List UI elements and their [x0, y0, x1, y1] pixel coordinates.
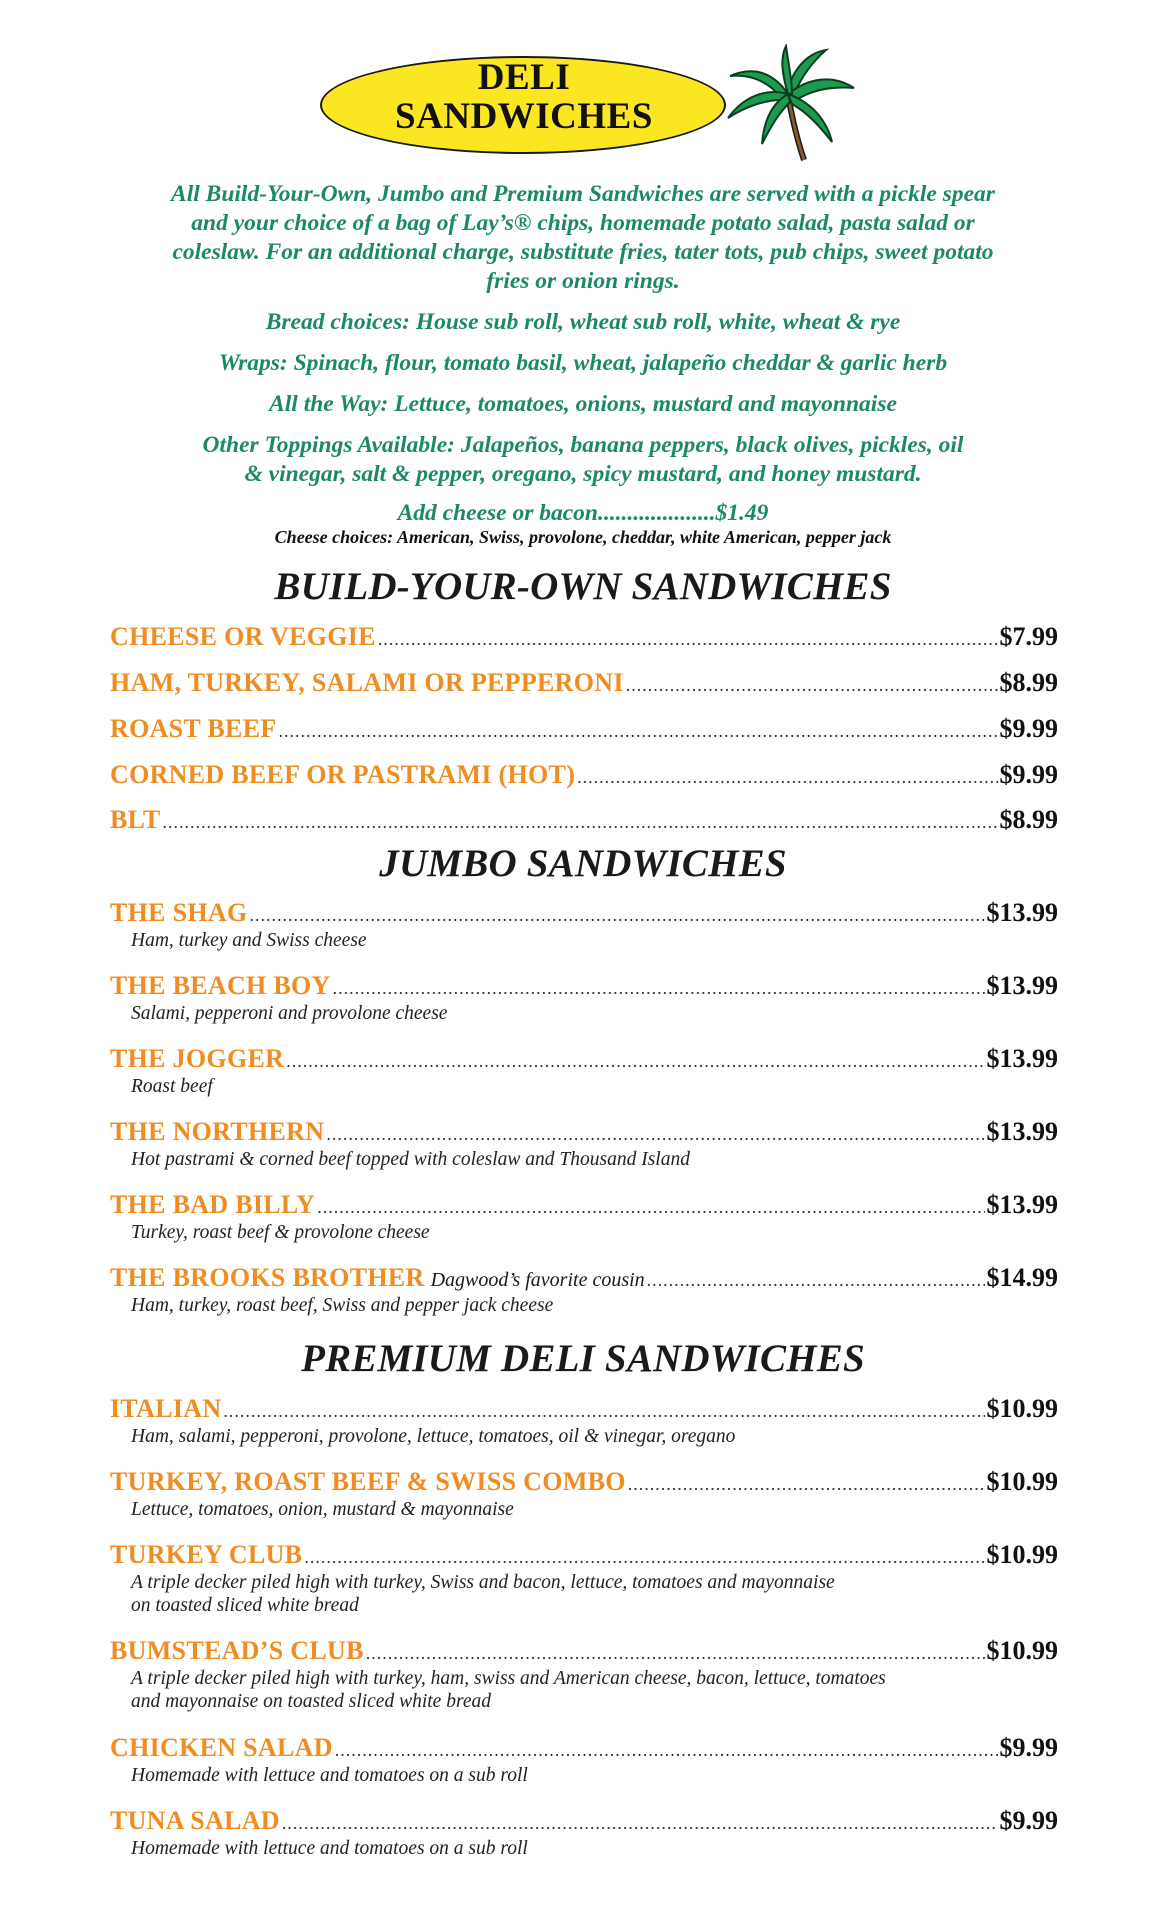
menu-item-description: Homemade with lettuce and tomatoes on a sub roll: [131, 1765, 528, 1786]
menu-item-name: HAM, TURKEY, SALAMI OR PEPPERONI: [110, 668, 624, 697]
menu-item-row: [110, 1467, 1058, 1497]
menu-item-row: [110, 1733, 1058, 1763]
menu-item: [110, 714, 1058, 744]
menu-item-description: Roast beef: [131, 1076, 213, 1097]
menu-item-row: [110, 760, 1058, 790]
menu-item: [110, 1467, 1058, 1521]
dot-leader: [326, 1124, 984, 1145]
menu-item: [110, 1733, 1058, 1787]
menu-item-description: Salami, pepperoni and provolone cheese: [131, 1003, 448, 1024]
menu-item: [110, 668, 1058, 698]
menu-item-price: $10.99: [986, 1636, 1058, 1665]
menu-item: [110, 1044, 1058, 1098]
dot-leader: [577, 767, 997, 788]
menu-item: [110, 760, 1058, 790]
dot-leader: [335, 1740, 998, 1761]
add-cheese: Add cheese or bacon....................$1.49: [397, 500, 769, 526]
menu-item-row: [110, 622, 1058, 652]
menu-item-row: [110, 898, 1058, 928]
menu-item-price: $13.99: [986, 1190, 1058, 1219]
dot-leader: [286, 1051, 984, 1072]
menu-item-price: $9.99: [999, 1733, 1058, 1762]
menu-item-name: THE SHAG: [110, 898, 248, 927]
menu-item-name: TURKEY, ROAST BEEF & SWISS COMBO: [110, 1467, 626, 1496]
dot-leader: [282, 1813, 998, 1834]
menu-item-name: BLT: [110, 805, 161, 834]
other-toppings: Other Toppings Available: Jalapeños, banana peppers, black olives, pickles, oil & vinegar, salt & pepper, oregano, spicy mustard, and honey mustard.: [202, 432, 964, 487]
bread-choices: Bread choices: House sub roll, wheat sub roll, white, wheat & rye: [265, 309, 901, 335]
menu-item: [110, 1806, 1058, 1860]
menu-item-name: TURKEY CLUB: [110, 1540, 303, 1569]
menu-item-price: $13.99: [986, 1044, 1058, 1073]
menu-item-price: $13.99: [986, 971, 1058, 1000]
menu-item-price: $9.99: [999, 760, 1058, 789]
menu-item-description: Hot pastrami & corned beef topped with coleslaw and Thousand Island: [131, 1149, 690, 1170]
dot-leader: [304, 1547, 984, 1568]
menu-item-row: [110, 714, 1058, 744]
menu-item-name: ROAST BEEF: [110, 714, 277, 743]
menu-item: [110, 622, 1058, 652]
menu-item-row: [110, 1394, 1058, 1424]
menu-item-price: $13.99: [986, 898, 1058, 927]
dot-leader: [628, 1474, 985, 1495]
menu-item: [110, 898, 1058, 952]
menu-item-description: Ham, turkey, roast beef, Swiss and pepper jack cheese: [131, 1295, 554, 1316]
menu-item-name: BUMSTEAD’S CLUB: [110, 1636, 364, 1665]
menu-item-row: [110, 971, 1058, 1001]
menu-item-row: [110, 1044, 1058, 1074]
palm-tree-icon: [718, 44, 858, 162]
section-title-jumbo: JUMBO SANDWICHES: [379, 842, 787, 885]
menu-item: [110, 805, 1058, 835]
menu-item-row: [110, 1806, 1058, 1836]
dot-leader: [378, 629, 998, 650]
header-banner: [318, 44, 858, 162]
menu-item-name: CHICKEN SALAD: [110, 1733, 333, 1762]
menu-item-row: [110, 1190, 1058, 1220]
menu-item-description: Turkey, roast beef & provolone cheese: [131, 1222, 430, 1243]
menu-item-name: THE JOGGER: [110, 1044, 285, 1073]
page-title: [354, 58, 694, 136]
menu-item-name: THE BROOKS BROTHER: [110, 1263, 425, 1292]
menu-item-row: [110, 1540, 1058, 1570]
intro-block: [100, 180, 1066, 528]
menu-item-name: THE BEACH BOY: [110, 971, 331, 1000]
menu-item-name: THE BAD BILLY: [110, 1190, 316, 1219]
menu-item: [110, 1117, 1058, 1171]
menu-item-price: $9.99: [999, 1806, 1058, 1835]
menu-item-price: $8.99: [999, 668, 1058, 697]
menu-item-description: A triple decker piled high with turkey, ham, swiss and American cheese, bacon, lettuce, tomatoes and mayonnaise on toasted sliced white bread: [131, 1668, 886, 1712]
menu-item-description: Ham, salami, pepperoni, provolone, lettuce, tomatoes, oil & vinegar, oregano: [131, 1426, 736, 1447]
menu-item-row: [110, 1636, 1058, 1666]
dot-leader: [626, 675, 998, 696]
dot-leader: [366, 1643, 985, 1664]
menu-item-name: CORNED BEEF OR PASTRAMI (HOT): [110, 760, 576, 789]
menu-item-price: $10.99: [986, 1467, 1058, 1496]
menu-item-description: Lettuce, tomatoes, onion, mustard & mayonnaise: [131, 1499, 514, 1520]
menu-item: [110, 1540, 1058, 1617]
dot-leader: [279, 721, 998, 742]
menu-item: [110, 1394, 1058, 1448]
title-line-2: SANDWICHES: [395, 96, 653, 137]
menu-item-name: ITALIAN: [110, 1394, 222, 1423]
menu-item: [110, 1190, 1058, 1244]
menu-item-description: Ham, turkey and Swiss cheese: [131, 930, 367, 951]
menu-item-description: A triple decker piled high with turkey, Swiss and bacon, lettuce, tomatoes and mayonnaise on toasted sliced white bread: [131, 1572, 835, 1616]
dot-leader: [163, 812, 998, 833]
dot-leader: [250, 905, 985, 926]
menu-item-price: $8.99: [999, 805, 1058, 834]
menu-item-price: $10.99: [986, 1394, 1058, 1423]
menu-item-price: $7.99: [999, 622, 1058, 651]
menu-item-row: [110, 1117, 1058, 1147]
all-the-way: All the Way: Lettuce, tomatoes, onions, mustard and mayonnaise: [269, 391, 897, 417]
menu-item: [110, 1263, 1058, 1317]
menu-item-name: CHEESE OR VEGGIE: [110, 622, 376, 651]
section-title-build-your-own: BUILD-YOUR-OWN SANDWICHES: [274, 565, 892, 608]
menu-item-price: $10.99: [986, 1540, 1058, 1569]
menu-item-price: $9.99: [999, 714, 1058, 743]
menu-item-row: [110, 805, 1058, 835]
menu-item-name: TUNA SALAD: [110, 1806, 280, 1835]
section-title-premium: PREMIUM DELI SANDWICHES: [301, 1337, 865, 1380]
menu-item-name: THE NORTHERN: [110, 1117, 325, 1146]
dot-leader: [223, 1401, 984, 1422]
menu-item-row: [110, 1263, 1058, 1293]
intro-description: All Build-Your-Own, Jumbo and Premium Sandwiches are served with a pickle spear and your choice of a bag of Lay’s® chips, homemade potato salad, pasta salad or coleslaw. For an additional charge, substitute fries, tater tots, pub chips, sweet potato fries or onion rings.: [171, 181, 995, 294]
menu-item-note: Dagwood’s favorite cousin: [430, 1269, 645, 1291]
menu-item-price: $13.99: [986, 1117, 1058, 1146]
menu-item: [110, 971, 1058, 1025]
title-line-1: DELI: [477, 57, 571, 98]
dot-leader: [317, 1197, 984, 1218]
cheese-choices: Cheese choices: American, Swiss, provolone, cheddar, white American, pepper jack: [274, 527, 892, 547]
menu-item: [110, 1636, 1058, 1713]
dot-leader: [647, 1270, 985, 1291]
menu-item-description: Homemade with lettuce and tomatoes on a sub roll: [131, 1838, 528, 1859]
menu-item-row: [110, 668, 1058, 698]
menu-item-price: $14.99: [986, 1263, 1058, 1292]
dot-leader: [333, 978, 985, 999]
wrap-choices: Wraps: Spinach, flour, tomato basil, wheat, jalapeño cheddar & garlic herb: [218, 350, 948, 376]
